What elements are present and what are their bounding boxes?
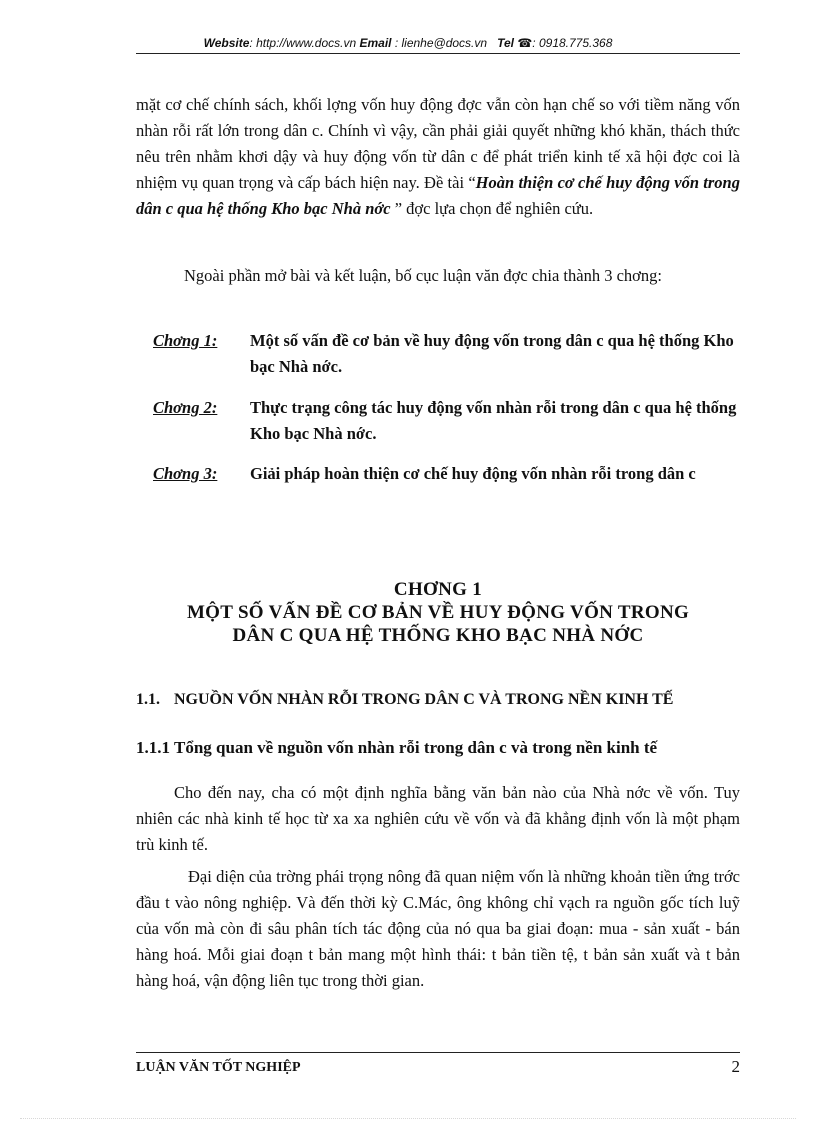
chapter-item-2 bbox=[153, 395, 740, 447]
chapter-title-line-2: MỘT SỐ VẤN ĐỀ CƠ BẢN VỀ HUY ĐỘNG VỐN TRONG bbox=[186, 602, 690, 623]
page-edge-dots bbox=[20, 1118, 796, 1119]
section-title: Tổng quan về nguồn vốn nhàn rỗi trong dân c và trong nền kinh tế bbox=[174, 738, 658, 757]
chapter-label: Chơng 2: bbox=[153, 398, 218, 417]
page-header bbox=[0, 36, 816, 50]
body-paragraph-1: Cho đến nay, cha có một định nghĩa bằng văn bản nào của Nhà nớc về vốn. Tuy nhiên các nhà kinh tế học từ xa xa nghiên cứu về vốn và đã khẳng định vốn là một phạm trù kinh tế. bbox=[136, 783, 740, 854]
section-heading-1-1-1 bbox=[136, 737, 740, 781]
chapter-text: Một số vấn đề cơ bản về huy động vốn trong dân c qua hệ thống Kho bạc Nhà nớc. bbox=[250, 331, 734, 376]
chapter-title-line-1: CHƠNG 1 bbox=[393, 579, 483, 600]
chapter-item-1 bbox=[153, 328, 740, 380]
website-value[interactable]: : http://www.docs.vn bbox=[249, 36, 357, 50]
chapter-label: Chơng 1: bbox=[153, 331, 218, 350]
chapter-text: Giải pháp hoàn thiện cơ chế huy động vốn nhàn rỗi trong dân c bbox=[250, 464, 696, 483]
chapter-title-line-3: DÂN C QUA HỆ THỐNG KHO BẠC NHÀ NỚC bbox=[232, 625, 644, 646]
footer-title: LUẬN VĂN TỐT NGHIỆP bbox=[136, 1060, 301, 1075]
structure-paragraph: Ngoài phần mở bài và kết luận, bố cục luận văn đợc chia thành 3 chơng: bbox=[184, 266, 662, 285]
chapter-label: Chơng 3: bbox=[153, 464, 218, 483]
section-title: NGUỒN VỐN NHÀN RỖI TRONG DÂN C VÀ TRONG NỀN KINH TẾ bbox=[174, 691, 674, 708]
body-paragraph-2: Đại diện của trờng phái trọng nông đã quan niệm vốn là những khoản tiền ứng trớc đầu t vào nông nghiệp. Và đến thời kỳ C.Mác, ông không chỉ vạch ra nguồn gốc tích luỹ của vốn mà còn đi sâu phân tích tác động của nó qua ba giai đoạn: mua - sản xuất - bán hàng hoá. Mỗi giai đoạn t bản mang một hình thái: t bản tiền tệ, t bản sản xuất và t bản hàng hoá, vận động liên tục trong thời gian. bbox=[136, 867, 740, 990]
chapter-item-3 bbox=[153, 461, 740, 513]
intro-text: mặt cơ chế chính sách, khối lợng vốn huy động đợc vẫn còn hạn chế so với tiềm năng vốn nhàn rỗi rất lớn trong dân c. Chính vì vậy, cần phải giải quyết những khó khăn, thách thức nêu trên nhằm khơi dậy và huy động vốn từ dân c để phát triển kinh tế xã hội đợc coi là nhiệm vụ quan trọng và cấp bách hiện nay. Đề tài “ bbox=[136, 95, 740, 192]
footer-rule bbox=[136, 1052, 740, 1053]
email-label: Email bbox=[359, 36, 392, 50]
section-heading-1-1 bbox=[136, 690, 740, 730]
header-rule bbox=[136, 53, 740, 54]
chapter-title bbox=[136, 578, 740, 647]
section-number: 1.1. bbox=[136, 691, 160, 708]
page-number: 2 bbox=[731, 1057, 740, 1076]
website-label: Website bbox=[203, 36, 250, 50]
phone-icon: ☎ bbox=[517, 36, 533, 50]
intro-end: ” đợc lựa chọn để nghiên cứu. bbox=[390, 199, 594, 218]
chapter-text: Thực trạng công tác huy động vốn nhàn rỗi trong dân c qua hệ thống Kho bạc Nhà nớc. bbox=[250, 398, 737, 443]
thesis-topic: Hoàn thiện cơ chế huy động vốn trong dân c qua hệ thống Kho bạc Nhà nớc bbox=[136, 173, 740, 218]
tel-value: : 0918.775.368 bbox=[532, 36, 613, 50]
tel-label: Tel bbox=[497, 36, 514, 50]
email-value[interactable]: : lienhe@docs.vn bbox=[391, 36, 488, 50]
section-number: 1.1.1 bbox=[136, 738, 170, 757]
intro-paragraph bbox=[136, 92, 740, 222]
